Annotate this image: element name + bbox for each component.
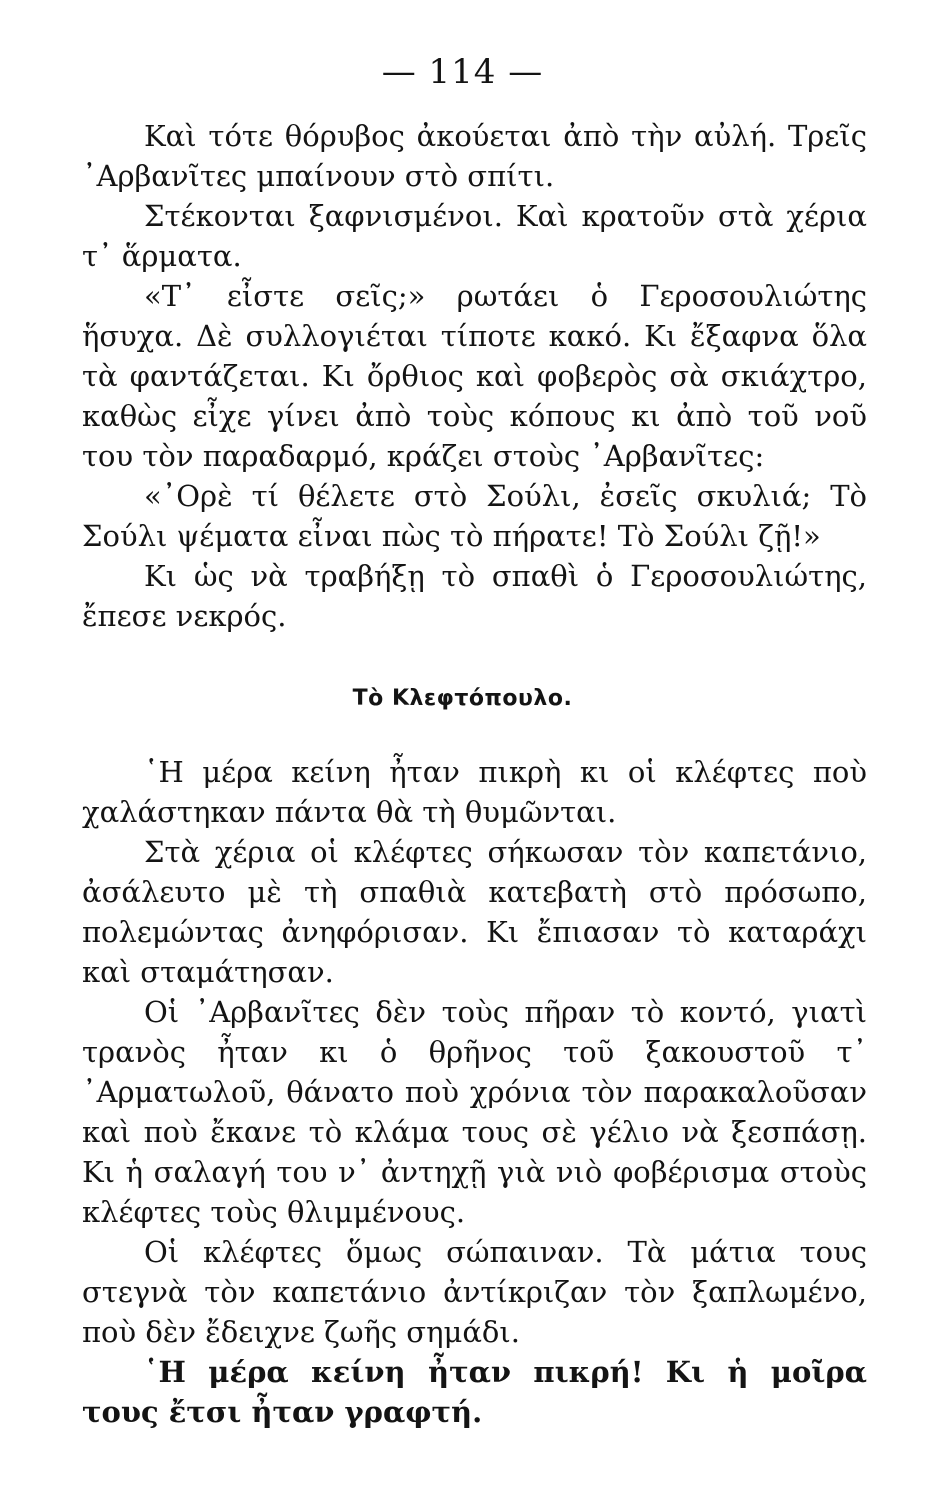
paragraph: Οἱ κλέφτες ὅμως σώπαιναν. Τὰ μάτια τους στεγνὰ τὸν καπετάνιο ἀντίκριζαν τὸν ξαπλωμένο, ποὺ δὲν ἔδειχνε ζωῆς σημάδι.: [82, 1235, 867, 1349]
paragraph: Στὰ χέρια οἱ κλέφτες σήκωσαν τὸν καπετάνιο, ἀσάλευτο μὲ τὴ σπαθιὰ κατεβατὴ στὸ πρόσωπο, πολεμώντας ἀνηφόρισαν. Κι ἔπιασαν τὸ καταράχι καὶ σταμάτησαν.: [82, 835, 867, 989]
paragraph: Καὶ τότε θόρυβος ἀκούεται ἀπὸ τὴν αὐλή. Τρεῖς ᾿Αρβανῖτες μπαίνουν στὸ σπίτι.: [82, 119, 867, 193]
page-number: — 114 —: [381, 52, 544, 92]
section-title: Τὸ Κλεφτόπουλο.: [352, 686, 573, 711]
paragraph: Στέκονται ξαφνισμένοι. Καὶ κρατοῦν στὰ χέρια τ᾿ ἅρματα.: [82, 199, 867, 273]
paragraph: Οἱ ᾿Αρβανῖτες δὲν τοὺς πῆραν τὸ κοντό, γιατὶ τρανὸς ἦταν κι ὁ θρῆνος τοῦ ξακουστοῦ τ᾿ ᾿Αρματωλοῦ, θάνατο ποὺ χρόνια τὸν παρακαλοῦσαν καὶ ποὺ ἔκανε τὸ κλάμα τους σὲ γέλιο νὰ ξεσπάσῃ. Κι ἡ σαλαγή του ν᾿ ἀντηχῇ γιὰ νιὸ φοβέρισμα στοὺς κλέφτες τοὺς θλιμμένους.: [82, 995, 867, 1229]
paragraph: «Τ᾿ εἶστε σεῖς;» ρωτάει ὁ Γεροσουλιώτης ἥσυχα. Δὲ συλλογιέται τίποτε κακό. Κι ἔξαφνα ὅλα τὰ φαντάζεται. Κι ὄρθιος καὶ φοβερὸς σὰ σκιάχτρο, καθὼς εἶχε γίνει ἀπὸ τοὺς κόπους κι ἀπὸ τοῦ νοῦ του τὸν παραδαρμό, κράζει στοὺς ᾿Αρβανῖτες:: [82, 279, 867, 473]
section-2-text: [82, 752, 867, 1432]
paragraph: Κι ὡς νὰ τραβήξῃ τὸ σπαθὶ ὁ Γεροσουλιώτης, ἔπεσε νεκρός.: [82, 559, 867, 633]
section-1-text: [82, 116, 867, 636]
paragraph: «᾿Ορὲ τί θέλετε στὸ Σούλι, ἐσεῖς σκυλιά; Τὸ Σούλι ψέματα εἶναι πὼς τὸ πήρατε! Τὸ Σούλι ζῇ!»: [82, 479, 867, 553]
paragraph: ῾Η μέρα κείνη ἦταν πικρὴ κι οἱ κλέφτες ποὺ χαλάστηκαν πάντα θὰ τὴ θυμῶνται.: [82, 755, 867, 829]
paragraph: ῾Η μέρα κείνη ἦταν πικρή! Κι ἡ μοῖρα τους ἔτσι ἦταν γραφτή.: [82, 1355, 867, 1429]
